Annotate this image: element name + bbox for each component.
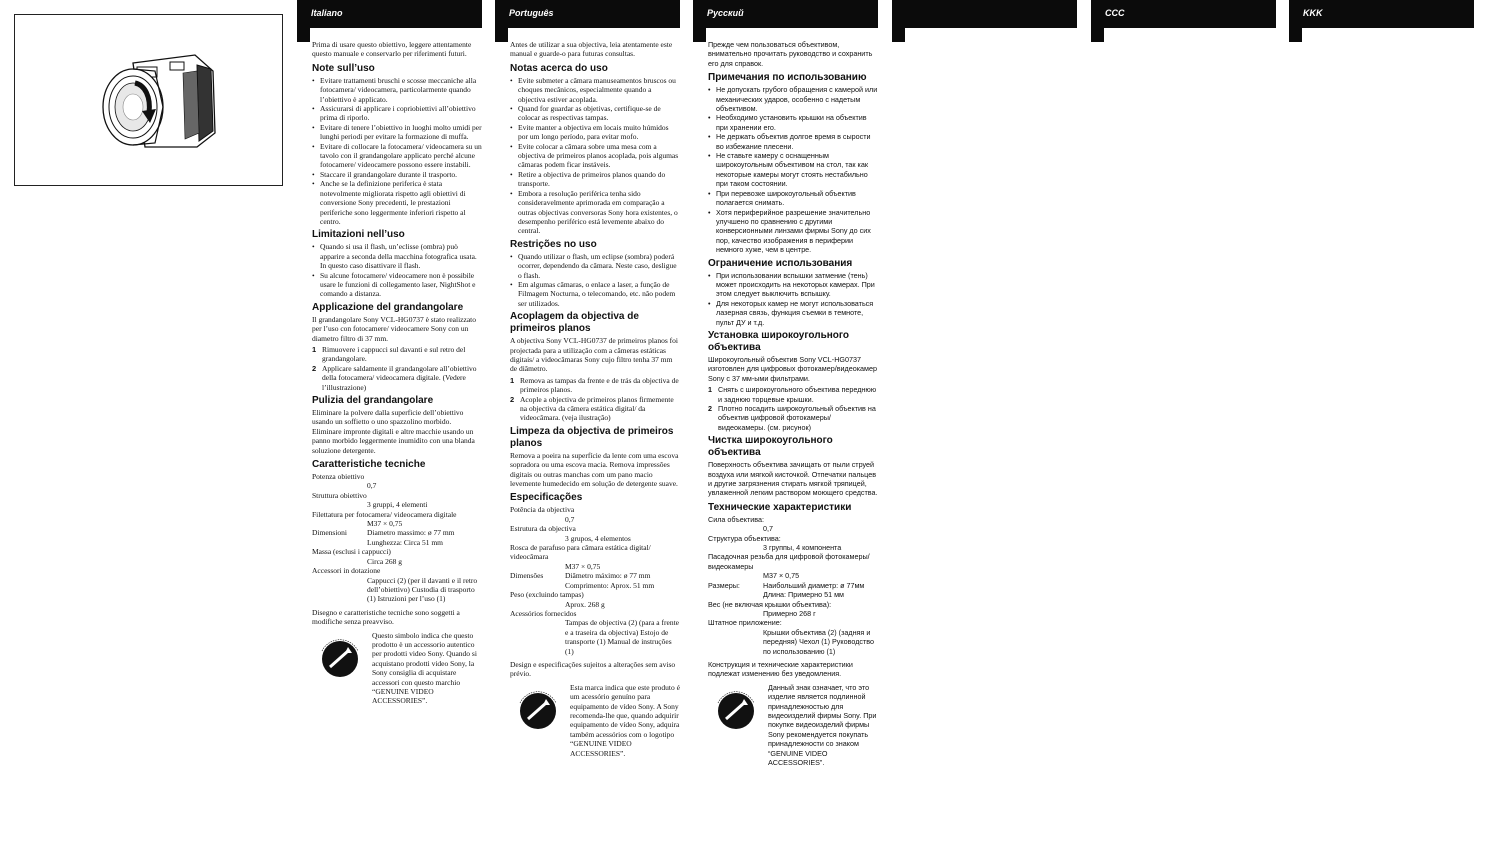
section-title: Especificações — [510, 492, 583, 504]
genuine-video-accessories-logo-icon — [312, 631, 368, 679]
section-title: Pulizia del grandangolare — [312, 395, 434, 406]
language-label: Italiano — [311, 8, 343, 18]
list-item: • Quando utilizar o flash, um eclipse (sombra) poderá ocorrer, dependendo da câmara. Neste caso, desligue o flash. — [510, 252, 680, 280]
section-title: Notas acerca do uso — [510, 62, 608, 74]
step-2: 2 Плотно посадить широкоугольный объектив на объектив цифровой фотокамеры/видеокамеры. (см. рисунок) — [708, 404, 876, 432]
section-title: Установка широкоугольного объектива — [708, 329, 850, 353]
column-blank — [892, 0, 1077, 28]
column-kkk — [1289, 0, 1474, 28]
genuine-accessories-block — [708, 683, 878, 768]
intro-text: Antes de utilizar a sua objectiva, leia atentamente este manual e guarde-o para futuras consultas. — [510, 40, 673, 59]
list-item: • Evitare trattamenti bruschi e scosse meccaniche alla fotocamera/ videocamera, particolarmente quando l’obiettivo è applicato. — [312, 76, 482, 104]
list-item: • При перевозке широкоугольный объектив полагается снимать. — [708, 189, 878, 208]
bullet-list — [708, 271, 878, 327]
list-item: • Evite colocar a câmara sobre uma mesa com a objectiva de primeiros planos acoplada, pois algumas câmaras podem ficar instáveis. — [510, 142, 680, 170]
list-item: • Quando si usa il flash, un’eclisse (ombra) può apparire a seconda della macchina fotografica usata. In questo caso disattivare il flash. — [312, 242, 482, 270]
camera-with-lens-drawing — [15, 15, 282, 185]
disclaimer-text: Конструкция и технические характеристики подлежат изменению без уведомления. — [708, 659, 853, 679]
language-header — [892, 0, 1077, 28]
section-text: Remova a poeira na superfície da lente com uma escova sopradora ou uma escova macia. Remova impressões digitais ou outras manchas com um pano macio levemente humedecido em solução de detergente suave. — [510, 450, 679, 489]
section-title: Acoplagem da objectiva de primeiros planos — [510, 311, 639, 335]
spec-list: Potenza obiettivo 0,7 Struttura obiettivo 3 gruppi, 4 elementi Filettatura per fotocamera/ videocamera digitale M37 × 0,75 Dimensioni Diametro massimo: ø 77 mm Lunghezza: Circa 51 mm Massa (esclusi i cappucci) Circa 268 g Accessori in dotazione Cappucci (2) (per il davanti e il retro dell’obiettivo) Custodia di trasporto (1) Istruzioni per l’uso (1) — [312, 472, 478, 604]
language-header — [495, 0, 680, 28]
language-label: Русский — [707, 8, 744, 18]
language-label: Português — [509, 8, 554, 18]
section-text: Eliminare la polvere dalla superficie dell’obiettivo usando un soffietto o uno spazzolino morbido. Eliminare impronte digitali e altre macchie usando un panno morbido leggermente inumidito con una blanda soluzione detergente. — [312, 408, 475, 455]
language-label: KKK — [1303, 8, 1323, 18]
list-item: • Retire a objectiva de primeiros planos quando do transporte. — [510, 170, 680, 189]
list-item: • Необходимо установить крышки на объектив при хранении его. — [708, 113, 878, 132]
bullet-list — [510, 252, 680, 308]
section-title: Технические характеристики — [708, 501, 852, 513]
column-italiano — [297, 0, 482, 706]
section-title: Примечания по использованию — [708, 72, 867, 84]
section-text: Поверхность объектива зачищать от пыли струей воздуха или мягкой кисточкой. Отпечатки пальцев и другие загрязнения стирать мягкой тряпицей, увлаженной легким раствором моющего средства. — [708, 460, 878, 498]
logo-caption: Esta marca indica que este produto é um acessório genuíno para equipamento de vídeo Sony. A Sony recomenda-lhe que, quando adquirir equipamento de vídeo Sony, adquira também acessórios com o logotipo “GENUINE VIDEO ACCESSORIES”. — [570, 682, 680, 758]
spec-list: Potência da objectiva 0,7 Estrutura da objectiva 3 grupos, 4 elementos Rosca de parafuso para câmara estática digital/ videocâmara M37 × 0,75 Dimensões Diâmetro máximo: ø 77 mm Comprimento: Aprox. 51 mm Peso (excluindo tampas) Aprox. 268 g Acessórios fornecidos Tampas de objectiva (2) (para a frente e a traseira da objectiva) Estojo de transporte (1) Manual de instruções (1) — [510, 505, 679, 656]
language-header — [1289, 0, 1474, 28]
column-body — [297, 28, 482, 706]
section-title: Note sull’uso — [312, 62, 375, 74]
section-title: Limitazioni nell’uso — [312, 229, 405, 241]
section-text: Il grandangolare Sony VCL-HG0737 è stato realizzato per l’uso con fotocamere/ videocamere Sony con un diametro filtro di 37 mm. — [312, 314, 476, 343]
section-text: A objectiva Sony VCL-HG0737 de primeiros planos foi projectada para a utilização com a câmeras estáticas digitais/ a videocâmaras Sony cujo filtro tenha 37 mm de diâmetro. — [510, 336, 678, 374]
list-item: • Evite submeter a câmara manuseamentos bruscos ou choques mecânicos, especialmente quando a objectiva estiver acoplada. — [510, 76, 680, 104]
logo-caption: Questo simbolo indica che questo prodotto è un accessorio autentico per prodotti video Sony. Quando si acquistano prodotti video Sony, la Sony consiglia di acquistare accessori con questo marchio “GENUINE VIDEO ACCESSORIES”. — [372, 630, 477, 706]
list-item: • Su alcune fotocamere/ videocamere non è possibile usare le funzioni di collegamento laser, NightShot e comando a distanza. — [312, 271, 482, 299]
section-title: Applicazione del grandangolare — [312, 301, 464, 313]
genuine-video-accessories-logo-icon — [510, 683, 566, 731]
language-header — [693, 0, 878, 28]
bullet-list — [312, 242, 482, 298]
language-header — [297, 0, 482, 28]
disclaimer-text: Disegno e caratteristiche tecniche sono soggetti a modifiche senza preavviso. — [312, 607, 460, 627]
step-1: 1 Снять с широкоугольного объектива переднюю и заднюю торцевые крышки. — [708, 385, 877, 404]
spec-list: Сила объектива: 0,7 Структура объектива: 3 группы, 4 компонента Пасадочная резьба для цифровой фотокамеры/видеокамеры M37 × 0,75 Размеры: Наибольший диаметр: ø 77мм Длина: Примерно 51 мм Вес (не включая крышки объектива): Примерно 268 г Штатное приложение: Крышки объектива (2) (задняя и передняя) Чехол (1) Руководство по использованию (1) — [708, 514, 875, 656]
list-item: • Для некоторых камер не могут использоваться лазерная связь, функция съемки в темноте, пульт ДУ и т.д. — [708, 299, 878, 327]
list-item: • Em algumas câmaras, o enlace a laser, a função de Filmagem Nocturna, o telecomando, etc. não podem ser utilizados. — [510, 280, 680, 308]
logo-caption: Данный знак означает, что это изделие является подлинной принадлежностью для видеоизделий фирмы Sony. При покупке видеоизделий фирмы Sony рекомендуется покупать принадлежности со знаком “GENUINE VIDEO ACCESSORIES”. — [768, 682, 877, 767]
camera-illustration — [14, 14, 283, 186]
column-body — [495, 28, 680, 758]
list-item: • Evite manter a objectiva em locais muito húmidos por um longo período, para evitar mofo. — [510, 123, 680, 142]
intro-text: Прежде чем пользоваться объективом, внимательно прочитать руководство и сохранить его для справок. — [708, 40, 873, 68]
bullet-list — [708, 85, 878, 254]
list-item: • Assicurarsi di applicare i copriobiettivi all’obiettivo prima di riporlo. — [312, 104, 482, 123]
genuine-accessories-block — [312, 631, 482, 706]
list-item: • Evitare di tenere l’obiettivo in luoghi molto umidi per lunghi periodi per evitare la formazione di muffa. — [312, 123, 482, 142]
bullet-list — [510, 76, 680, 236]
section-title: Ограничение использования — [708, 257, 853, 269]
intro-text: Prima di usare questo obiettivo, leggere attentamente questo manuale e conservarlo per riferimenti futuri. — [312, 40, 472, 59]
list-item: • Evitare di collocare la fotocamera/ videocamera su un tavolo con il grandangolare applicato perché alcune fotocamere/ videocamere possono essere instabili. — [312, 142, 482, 170]
list-item: • Anche se la definizione periferica è stata notevolmente migliorata rispetto agli obiettivi di conversione Sony precedenti, le prestazioni periferiche sono leggermente inferiori rispetto al centro. — [312, 179, 482, 226]
list-item: • Embora a resolução periférica tenha sido consideravelmente aprimorada em comparação a outras objectivas conversoras Sony hora existentes, o desempenho periférico está levemente abaixo do central. — [510, 189, 680, 236]
bullet-list — [312, 76, 482, 227]
list-item: • Staccare il grandangolare durante il trasporto. — [312, 170, 482, 179]
section-text: Широкоугольный объектив Sony VCL-HG0737 изготовлен для цифровых фотокамер/видеокамер Sony с 37 мм-ыми фильтрами. — [708, 354, 877, 383]
disclaimer-text: Design e especificações sujeitos a alterações sem aviso prévio. — [510, 659, 676, 679]
column-russian — [693, 0, 878, 767]
step-1: 1 Rimuovere i cappucci sul davanti e sul retro del grandangolare. — [312, 344, 466, 364]
step-2: 2 Applicare saldamente il grandangolare all’obiettivo della fotocamera/ videocamera digitale. (Vedere l’illustrazione) — [312, 363, 477, 392]
list-item: • Не держать объектив долгое время в сырости во избежание плесени. — [708, 132, 878, 151]
list-item: • Не допускать грубого обращения с камерой или механических ударов, особенно с надетым объективом. — [708, 85, 878, 113]
step-1: 1 Remova as tampas da frente e de trás da objectiva de primeiros planos. — [510, 375, 679, 395]
list-item: • При использовании вспышки затмение (тень) может происходить на некоторых камерах. При этом следует выключить вспышку. — [708, 271, 878, 299]
language-header — [1091, 0, 1276, 28]
step-2: 2 Acople a objectiva de primeiros planos firmemente na objectiva da câmera estática digital/ da videocâmara. (veja ilustração) — [510, 394, 674, 423]
column-body — [693, 28, 878, 767]
genuine-accessories-block — [510, 683, 680, 758]
section-title: Restrições no uso — [510, 238, 597, 250]
section-title: Caratteristiche tecniche — [312, 459, 426, 471]
column-ccc — [1091, 0, 1276, 28]
list-item: • Хотя периферийное разрешение значительно улучшено по сравнению с другими конверсионными линзами фирмы Sony до сих пор, качество изображения в периферии немного хуже, чем в центре. — [708, 208, 878, 255]
list-item: • Quand for guardar as objetivas, certifique-se de colocar as respectivas tampas. — [510, 104, 680, 123]
column-portugues — [495, 0, 680, 758]
list-item: • Не ставьте камеру с оснащенным широкоугольным объективом на стол, так как некоторые камеры могут стоять нестабильно при таком состоянии. — [708, 151, 878, 189]
section-title: Limpeza da objectiva de primeiros planos — [510, 425, 674, 449]
language-label: CCC — [1105, 8, 1125, 18]
genuine-video-accessories-logo-icon — [708, 683, 764, 731]
section-title: Чистка широкоугольного объектива — [708, 435, 833, 459]
